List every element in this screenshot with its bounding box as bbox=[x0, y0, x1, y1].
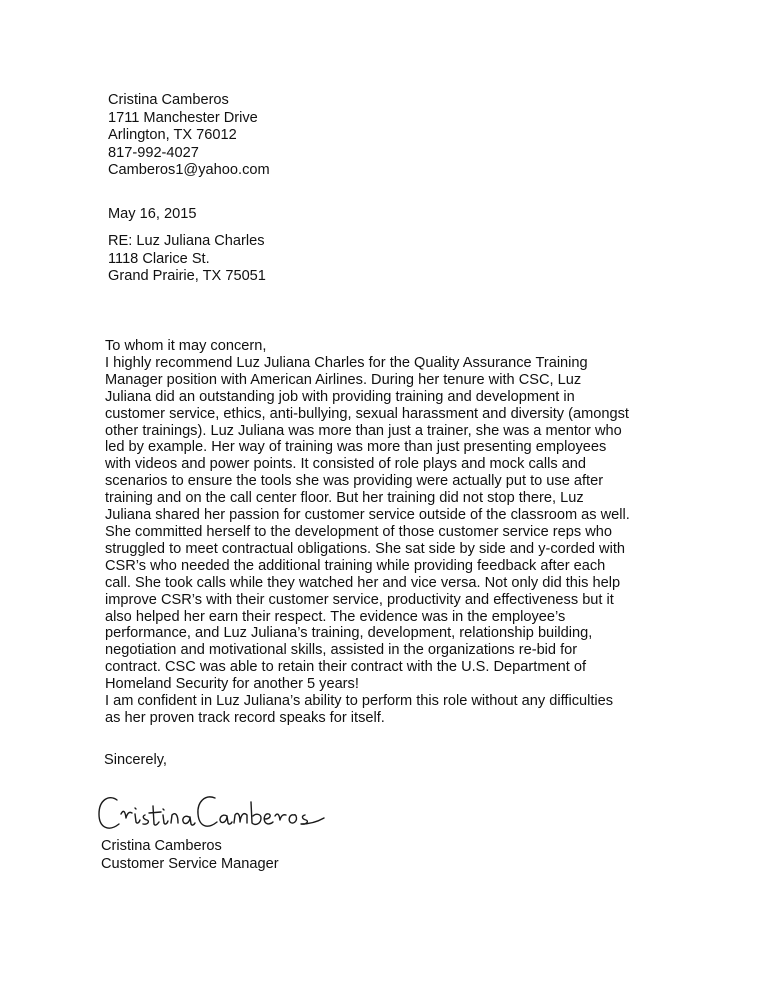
body-line: negotiation and motivational skills, assisted in the organizations re-bid for bbox=[105, 642, 578, 659]
body-line: I highly recommend Luz Juliana Charles for the Quality Assurance Training bbox=[105, 354, 588, 371]
body-line: CSR’s who needed the additional training while providing feedback after each bbox=[105, 557, 606, 574]
body-line: performance, and Luz Juliana’s training, development, relationship building, bbox=[105, 625, 593, 642]
sender-name: Cristina Camberos bbox=[108, 92, 229, 108]
signer-title: Customer Service Manager bbox=[101, 855, 279, 872]
handwritten-signature bbox=[95, 788, 327, 842]
recipient-city-state-zip: Grand Prairie, TX 75051 bbox=[108, 268, 266, 284]
body-line: scenarios to ensure the tools she was providing were actually put to use after bbox=[105, 473, 604, 490]
body-line: Manager position with American Airlines. During her tenure with CSC, Luz bbox=[105, 371, 582, 388]
body-line: Juliana shared her passion for customer service outside of the classroom as well. bbox=[105, 507, 630, 524]
body-line: also helped her earn their respect. The evidence was in the employee’s bbox=[105, 608, 566, 625]
body-line: training and on the call center floor. But her training did not stop there, Luz bbox=[105, 490, 584, 507]
body-line: led by example. Her way of training was more than just presenting employees bbox=[105, 439, 607, 456]
body-line: customer service, ethics, anti-bullying, sexual harassment and diversity (amongst bbox=[105, 405, 629, 422]
body-line: with videos and power points. It consisted of role plays and mock calls and bbox=[105, 456, 587, 473]
letter-date: May 16, 2015 bbox=[108, 206, 197, 222]
body-line: improve CSR’s with their customer service, productivity and effectiveness but it bbox=[105, 591, 614, 608]
sender-address-block bbox=[108, 92, 270, 180]
sender-email: Camberos1@yahoo.com bbox=[108, 162, 270, 178]
closing: Sincerely, bbox=[104, 752, 167, 768]
sender-city-state-zip: Arlington, TX 76012 bbox=[108, 127, 237, 143]
body-line: Juliana did an outstanding job with providing training and development in bbox=[105, 388, 575, 405]
signer-block bbox=[101, 838, 279, 873]
body-line: She committed herself to the development of those customer service reps who bbox=[105, 523, 612, 540]
body-line: other trainings). Luz Juliana was more than just a trainer, she was a mentor who bbox=[105, 422, 622, 439]
body-line: call. She took calls while they watched her and vice versa. Not only did this help bbox=[105, 574, 621, 591]
recipient-street: 1118 Clarice St. bbox=[108, 250, 210, 267]
signer-name: Cristina Camberos bbox=[101, 838, 222, 854]
body-line: I am confident in Luz Juliana’s ability to perform this role without any difficulties bbox=[105, 693, 614, 710]
body-line: as her proven track record speaks for itself. bbox=[105, 709, 385, 726]
letter-body bbox=[105, 338, 630, 727]
body-line: Homeland Security for another 5 years! bbox=[105, 676, 359, 693]
body-line: contract. CSC was able to retain their contract with the U.S. Department of bbox=[105, 659, 586, 676]
body-line: To whom it may concern, bbox=[105, 338, 267, 354]
recipient-block bbox=[108, 233, 266, 286]
sender-street: 1711 Manchester Drive bbox=[108, 109, 258, 126]
sender-phone: 817-992-4027 bbox=[108, 144, 199, 161]
body-line: struggled to meet contractual obligations. She sat side by side and y-corded with bbox=[105, 540, 625, 557]
re-line: RE: Luz Juliana Charles bbox=[108, 233, 265, 249]
